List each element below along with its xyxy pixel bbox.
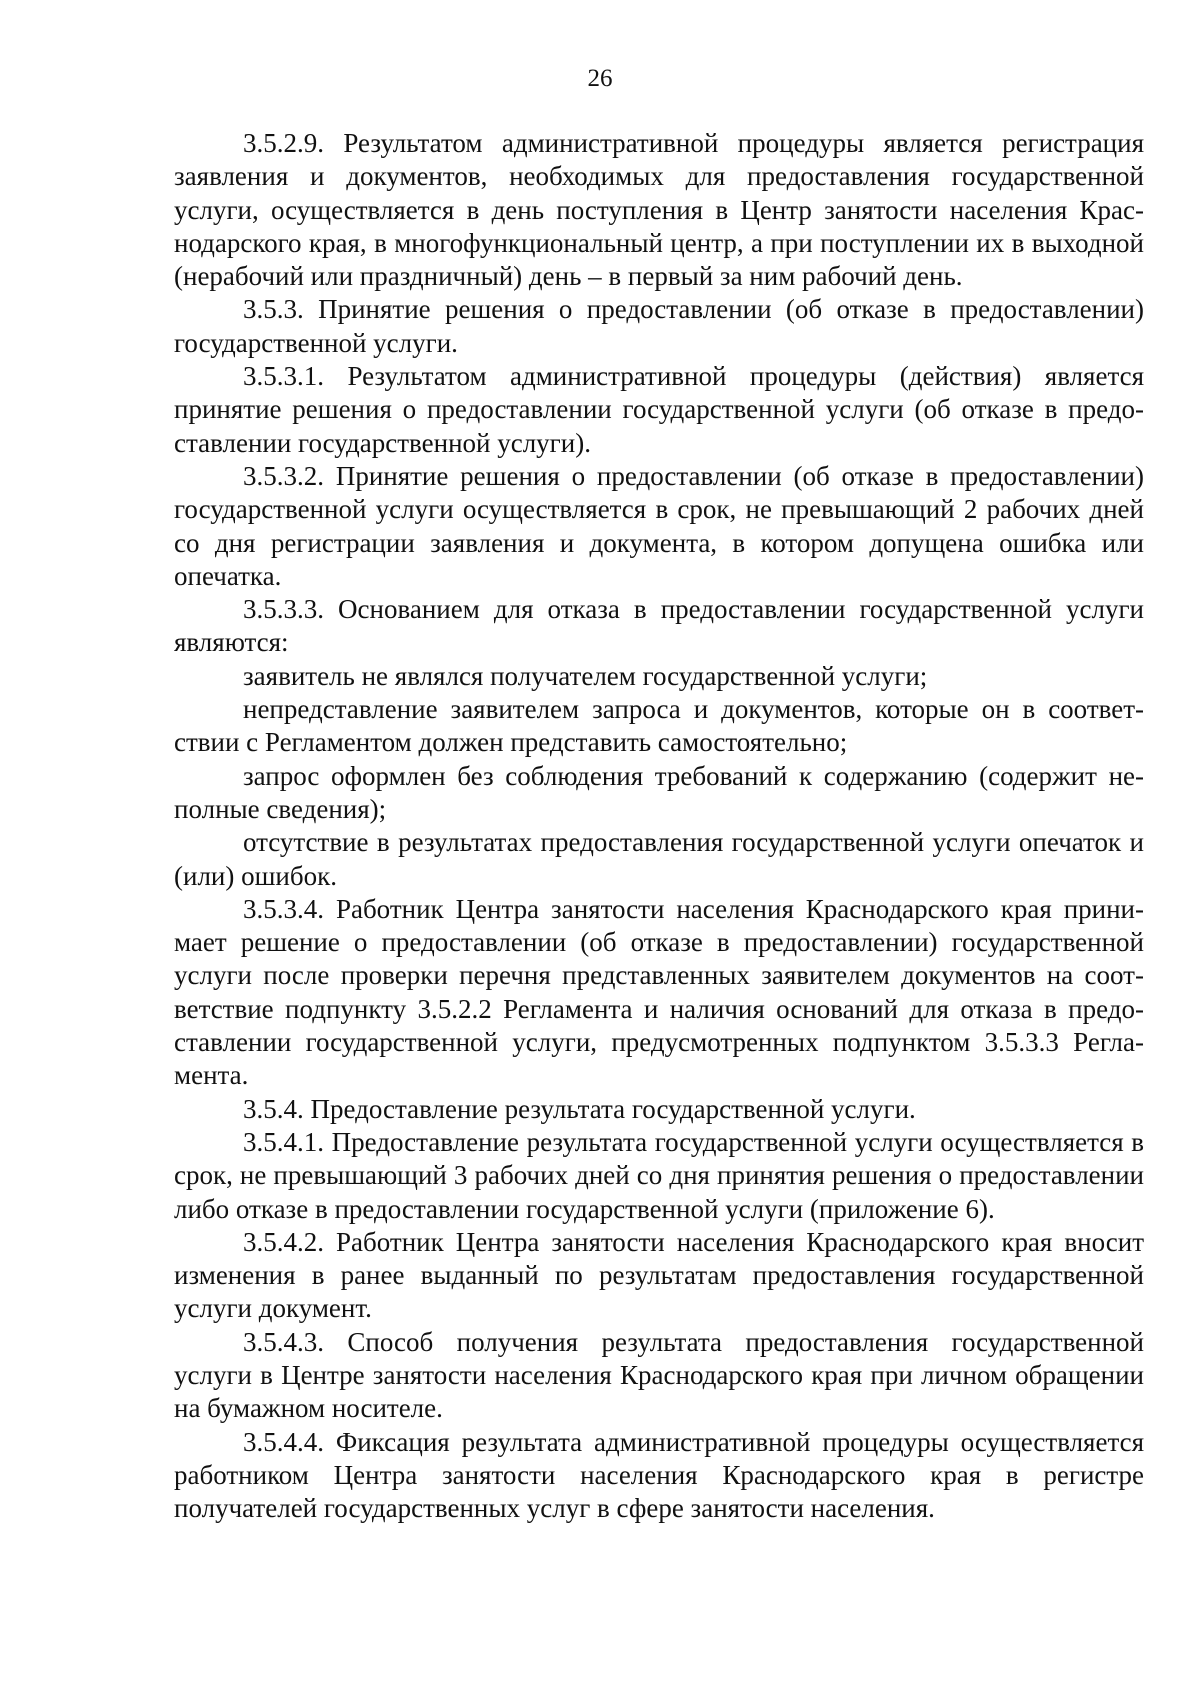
paragraph-3-5-4-1: 3.5.4.1. Предоставление результата государственной услуги осуществляется в срок, не превышающий 3 рабочих дней со дня принятия решения о предоставлении либо отказе в предоставлении государственной услуги (приложение 6). bbox=[174, 1126, 1144, 1224]
list-item-refusal-reason: отсутствие в результатах предоставления государственной услуги опечаток и (или) ошибок. bbox=[174, 827, 1144, 891]
paragraph-3-5-3-1: 3.5.3.1. Результатом административной процедуры (действия) является принятие решения о предоставлении государственной услуги (об отказе в предоставлении государственной услуги). bbox=[174, 361, 1144, 458]
paragraph-3-5-2-9: 3.5.2.9. Результатом административной процедуры является регистрация заявления и документов, необходимых для предоставления государственной услуги, осуществляется в день поступления в Центр занятости населения Краснодарского края, в многофункциональный центр, а при поступлении их в выходной (нерабочий или праздничный) день – в первый за ним рабочий день. bbox=[174, 128, 1144, 292]
list-item-refusal-reason: запрос оформлен без соблюдения требований к содержанию (содержит неполные сведения); bbox=[174, 760, 1144, 824]
paragraph-3-5-4-4: 3.5.4.4. Фиксация результата административной процедуры осуществляется работником Центра занятости населения Краснодарского края в регистре получателей государственных услуг в сфере занятости населения. bbox=[174, 1426, 1144, 1524]
paragraph-3-5-4-3: 3.5.4.3. Способ получения результата предоставления государственной услуги в Центре занятости населения Краснодарского края при личном обращении на бумажном носителе. bbox=[174, 1326, 1144, 1424]
page-number: 26 bbox=[587, 65, 613, 92]
list-item-refusal-reason: заявитель не являлся получателем государственной услуги; bbox=[243, 660, 928, 691]
paragraph-3-5-3-2: 3.5.3.2. Принятие решения о предоставлении (об отказе в предоставлении) государственной услуги осуществляется в срок, не превышающий 2 рабочих дней со дня регистрации заявления и документа, в котором допущена ошибка или опечатка. bbox=[174, 460, 1144, 591]
paragraph-3-5-4-2: 3.5.4.2. Работник Центра занятости населения Краснодарского края вносит изменения в ранее выданный по результатам предоставления государственной услуги документ. bbox=[174, 1226, 1144, 1324]
paragraph-3-5-3-3: 3.5.3.3. Основанием для отказа в предоставлении государственной услуги являются: bbox=[174, 594, 1144, 658]
paragraph-3-5-4: 3.5.4. Предоставление результата государственной услуги. bbox=[243, 1093, 916, 1124]
paragraph-3-5-3-4: 3.5.3.4. Работник Центра занятости населения Краснодарского края принимает решение о предоставлении (об отказе в предоставлении) государственной услуги после проверки перечня представленных заявителем документов на соответствие подпункту 3.5.2.2 Регламента и наличия оснований для отказа в предоставлении государственной услуги, предусмотренных подпунктом 3.5.3.3 Регламента. bbox=[174, 893, 1144, 1091]
list-item-refusal-reason: непредставление заявителем запроса и документов, которые он в соответствии с Регламентом должен представить самостоятельно; bbox=[174, 694, 1144, 758]
document-body bbox=[174, 127, 1144, 1525]
paragraph-3-5-3: 3.5.3. Принятие решения о предоставлении (об отказе в предоставлении) государственной услуги. bbox=[174, 294, 1144, 358]
